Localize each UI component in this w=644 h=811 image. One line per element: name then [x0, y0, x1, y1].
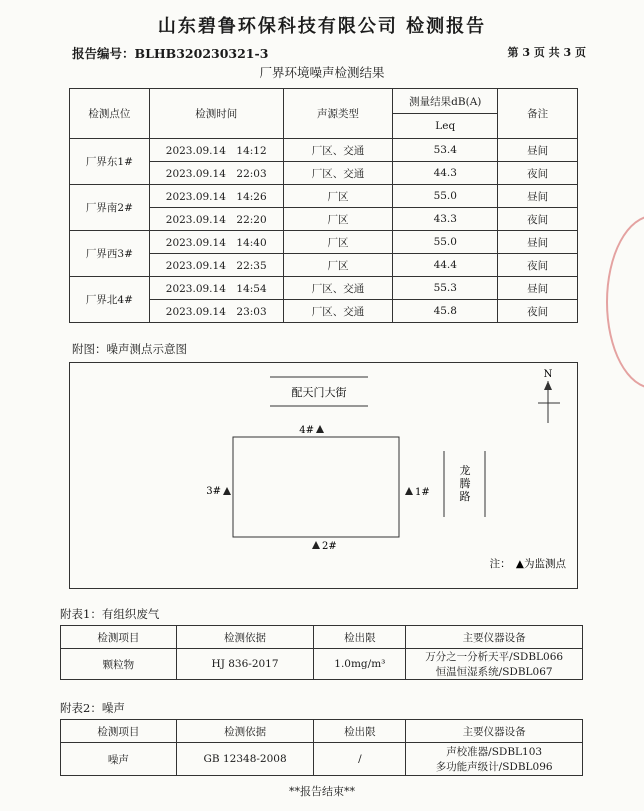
cell-remark: 夜间 [498, 300, 578, 323]
cell-source: 厂区、交通 [283, 162, 393, 185]
col-header-basis: 检测依据 [176, 626, 314, 649]
cell-point: 厂界北4# [70, 277, 150, 323]
cell-leq: 45.8 [393, 300, 498, 323]
col-header-equipment: 主要仪器设备 [406, 626, 583, 649]
cell-point: 厂界西3# [70, 231, 150, 277]
col-header-result: 测量结果dB(A) [393, 89, 498, 114]
cell-basis: HJ 836-2017 [176, 649, 314, 680]
col-header-equipment: 主要仪器设备 [406, 720, 583, 743]
table-row [61, 649, 583, 680]
appendix2-label: 附表2：噪声 [60, 701, 125, 715]
cell-remark: 夜间 [498, 254, 578, 277]
table-header-row [61, 626, 583, 649]
cell-leq: 55.0 [393, 185, 498, 208]
table-row [70, 185, 578, 208]
cell-leq: 44.4 [393, 254, 498, 277]
appendix1-table [60, 625, 583, 680]
north-arrow-icon [544, 381, 552, 390]
point-label-2: 2# [322, 541, 337, 552]
col-header-item: 检测项目 [61, 626, 177, 649]
cell-item: 噪声 [61, 743, 177, 776]
point-label-3: 3# [206, 486, 221, 497]
cell-leq: 55.3 [393, 277, 498, 300]
table-row [61, 743, 583, 776]
equipment-line: 多功能声级计/SDBL096 [435, 761, 553, 773]
cell-point: 厂界南2# [70, 185, 150, 231]
col-header-point: 检测点位 [70, 89, 150, 139]
cell-time: 2023.09.14 14:12 [149, 139, 283, 162]
cell-remark: 昼间 [498, 277, 578, 300]
monitor-point-3-marker [223, 487, 231, 495]
col-header-leq: Leq [393, 114, 498, 139]
monitoring-site-diagram [69, 362, 578, 589]
col-header-source: 声源类型 [283, 89, 393, 139]
noise-results-table [69, 88, 578, 323]
cell-source: 厂区、交通 [283, 300, 393, 323]
cell-source: 厂区 [283, 208, 393, 231]
cell-leq: 55.0 [393, 231, 498, 254]
report-end-note: **报告结束** [289, 785, 355, 798]
table-header-row [70, 89, 578, 114]
cell-limit: / [314, 743, 406, 776]
appendix2-table [60, 719, 583, 776]
cell-source: 厂区、交通 [283, 277, 393, 300]
col-header-item: 检测项目 [61, 720, 177, 743]
table-row [70, 277, 578, 300]
cell-source: 厂区 [283, 231, 393, 254]
road-label-char: 龙 [459, 464, 471, 477]
report-number: 报告编号：BLHB320230321-3 [72, 46, 269, 61]
cell-limit: 1.0mg/m³ [314, 649, 406, 680]
cell-leq: 53.4 [393, 139, 498, 162]
equipment-line: 恒温恒湿系统/SDBL067 [435, 666, 553, 678]
monitor-point-2-marker [312, 541, 320, 549]
cell-time: 2023.09.14 23:03 [149, 300, 283, 323]
cell-point: 厂界东1# [70, 139, 150, 185]
cell-source: 厂区 [283, 185, 393, 208]
cell-equipment [406, 649, 583, 680]
section-title: 厂界环境噪声检测结果 [259, 65, 385, 80]
table-row [70, 139, 578, 162]
table-row [70, 231, 578, 254]
legend-note: 注： ▲为监测点 [489, 558, 566, 570]
cell-basis: GB 12348-2008 [176, 743, 314, 776]
appendix1-label: 附表1：有组织废气 [60, 607, 160, 621]
company-seal [606, 215, 644, 389]
cell-source: 厂区、交通 [283, 139, 393, 162]
cell-leq: 44.3 [393, 162, 498, 185]
diagram-canvas [70, 363, 577, 588]
road-label-char: 路 [459, 490, 471, 503]
monitor-point-4-marker [316, 425, 324, 433]
cell-equipment [406, 743, 583, 776]
point-label-4: 4# [299, 425, 314, 436]
cell-leq: 43.3 [393, 208, 498, 231]
monitor-point-1-marker [405, 487, 413, 495]
cell-time: 2023.09.14 14:54 [149, 277, 283, 300]
point-label-1: 1# [415, 487, 430, 498]
cell-item: 颗粒物 [61, 649, 177, 680]
cell-time: 2023.09.14 22:03 [149, 162, 283, 185]
col-header-limit: 检出限 [314, 626, 406, 649]
equipment-line: 声校准器/SDBL103 [446, 746, 543, 758]
cell-remark: 夜间 [498, 208, 578, 231]
page-info: 第 3 页 共 3 页 [507, 46, 586, 59]
cell-time: 2023.09.14 14:26 [149, 185, 283, 208]
table-header-row [61, 720, 583, 743]
report-title: 山东碧鲁环保科技有限公司 检测报告 [157, 16, 487, 37]
cell-remark: 昼间 [498, 231, 578, 254]
cell-remark: 昼间 [498, 185, 578, 208]
col-header-basis: 检测依据 [176, 720, 314, 743]
col-header-time: 检测时间 [149, 89, 283, 139]
cell-time: 2023.09.14 22:20 [149, 208, 283, 231]
col-header-limit: 检出限 [314, 720, 406, 743]
plant-boundary [233, 437, 399, 537]
cell-remark: 昼间 [498, 139, 578, 162]
cell-remark: 夜间 [498, 162, 578, 185]
equipment-line: 万分之一分析天平/SDBL066 [425, 651, 564, 663]
cell-time: 2023.09.14 22:35 [149, 254, 283, 277]
road-label-char: 腾 [459, 477, 471, 490]
cell-source: 厂区 [283, 254, 393, 277]
cell-time: 2023.09.14 14:40 [149, 231, 283, 254]
street-label: 配天门大街 [291, 386, 347, 399]
north-label: N [543, 369, 553, 380]
col-header-remark: 备注 [498, 89, 578, 139]
figure-caption: 附图：噪声测点示意图 [72, 342, 187, 356]
